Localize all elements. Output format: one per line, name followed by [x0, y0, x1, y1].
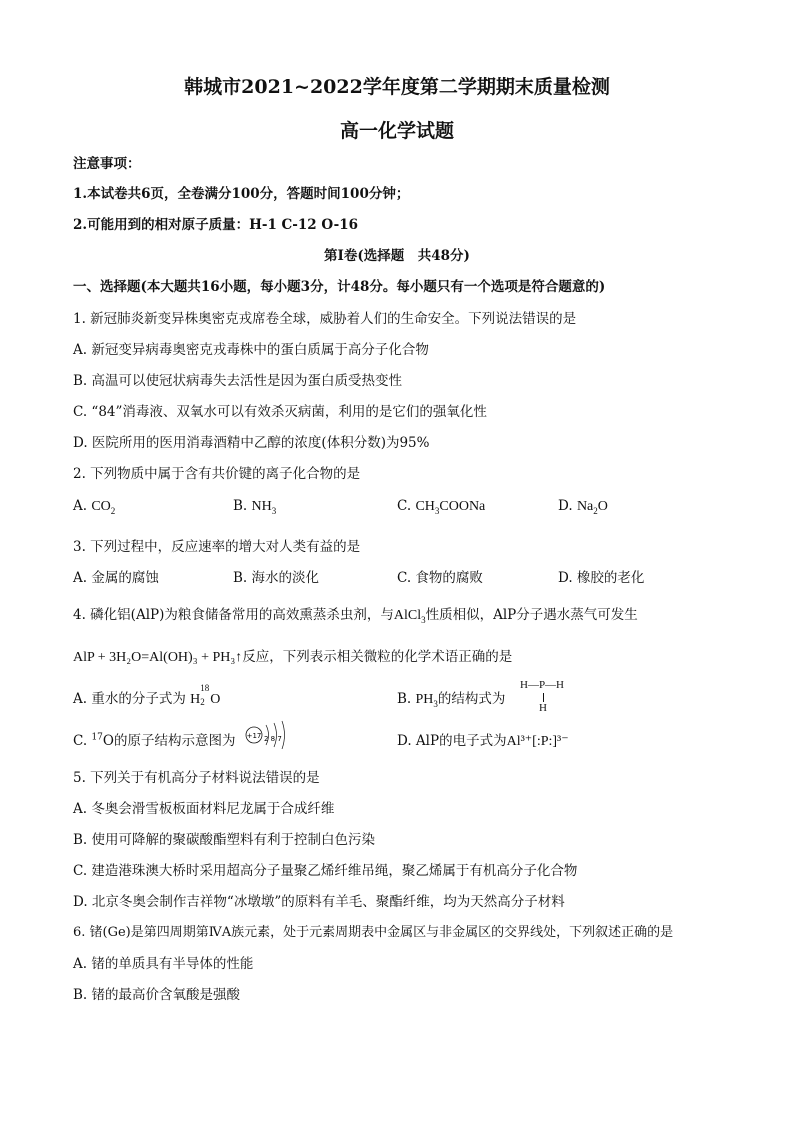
atom-structure-diagram	[244, 719, 294, 749]
q4-stem1-b: 性质相似，AlP分子遇水蒸气可发生	[425, 607, 638, 623]
q2-option-a	[73, 498, 115, 516]
q2-stem: 2. 下列物质中属于含有共价键的离子化合物的是	[73, 466, 361, 482]
q3-option-b: B. 海水的淡化	[233, 570, 320, 586]
q2-option-c	[397, 498, 485, 516]
q4-stem-line2	[73, 645, 512, 666]
q4-d-text: D. AlP的电子式为	[397, 733, 507, 749]
exam-title: 韩城市2021~2022学年度第二学期期末质量检测	[184, 76, 610, 98]
q1-option-a: A. 新冠变异病毒奥密克戎毒株中的蛋白质属于高分子化合物	[73, 342, 429, 358]
q2-b-label: B.	[233, 498, 248, 514]
q1-stem: 1. 新冠肺炎新变异株奥密克戎席卷全球，威胁着人们的生命安全。下列说法错误的是	[73, 311, 577, 327]
q4-a-sub: 2	[200, 697, 205, 707]
q4-c-text: O的原子结构示意图为	[102, 733, 236, 749]
q2-d-post: O	[597, 499, 608, 514]
q1-option-d: D. 医院所用的医用消毒酒精中乙醇的浓度(体积分数)为95%	[73, 435, 430, 451]
q5-option-d: D. 北京冬奥会制作吉祥物“冰墩墩”的原料有羊毛、聚酯纤维，均为天然高分子材料	[73, 894, 565, 910]
q2-d-sub: 2	[593, 505, 598, 516]
q1-option-c: C. “84”消毒液、双氧水可以有效杀灭病菌，利用的是它们的强氧化性	[73, 404, 487, 420]
q4-equation: AlP + 3H₂O=Al(OH)₃ + PH₃↑	[73, 650, 243, 665]
q4-option-b	[397, 687, 505, 709]
q4-stem2-rest: 反应，下列表示相关微粒的化学术语正确的是	[242, 649, 513, 665]
q2-a-label: A.	[73, 498, 88, 514]
q3-option-a: A. 金属的腐蚀	[73, 570, 159, 586]
q6-option-b: B. 锗的最高价含氧酸是强酸	[73, 987, 241, 1003]
exam-subtitle: 高一化学试题	[339, 120, 454, 142]
q4-d-formula: Al³⁺[:P:]³⁻	[506, 734, 569, 749]
q4-a-formula	[190, 683, 221, 707]
q2-b-formula	[252, 499, 277, 514]
q2-option-b	[233, 498, 276, 516]
q6-option-a: A. 锗的单质具有半导体的性能	[73, 956, 254, 972]
q4-stem-line1	[73, 603, 638, 625]
part-heading: 第Ⅰ卷(选择题 共48分)	[324, 248, 470, 264]
q5-option-c: C. 建造港珠澳大桥时采用超高分子量聚乙烯纤维吊绳，聚乙烯属于有机高分子化合物	[73, 863, 578, 879]
nucleus-charge: +17	[246, 732, 262, 740]
q4-a-h: H	[190, 692, 201, 707]
q4-alcl3	[394, 608, 426, 623]
q4-stem1-a: 4. 磷化铝(AlP)为粮食储备常用的高效熏蒸杀虫剂，与	[73, 607, 394, 623]
q4-b-formula-main: PH	[415, 692, 434, 707]
ph3-structure-row: H—P—H	[520, 679, 565, 691]
q4-c-sup: 17	[91, 732, 103, 743]
q4-b-label: B.	[397, 691, 412, 707]
q4-alcl3-sub: 3	[421, 614, 426, 625]
q5-option-b: B. 使用可降解的聚碳酸酯塑料有利于控制白色污染	[73, 832, 376, 848]
q5-stem: 5. 下列关于有机高分子材料说法错误的是	[73, 770, 320, 786]
q4-option-a	[73, 683, 221, 708]
q1-option-b: B. 高温可以使冠状病毒失去活性是因为蛋白质受热变性	[73, 373, 403, 389]
q4-alcl3-main: AlCl	[393, 608, 422, 623]
q2-a-formula	[91, 499, 115, 514]
q2-b-main: NH	[251, 499, 272, 514]
q4-b-rest: 的结构式为	[437, 691, 506, 707]
q4-option-d	[397, 729, 569, 750]
q2-c-label: C.	[397, 498, 412, 514]
notes-heading: 注意事项：	[73, 156, 141, 172]
q2-d-formula	[577, 499, 608, 514]
q4-b-formula	[416, 692, 438, 707]
q4-a-scripts	[200, 683, 210, 707]
q4-option-c	[73, 729, 235, 749]
q2-d-label: D.	[558, 498, 573, 514]
q2-c-pre: CH	[415, 499, 435, 514]
q2-c-formula	[415, 499, 485, 514]
q2-option-d	[558, 498, 608, 516]
q4-a-text: A. 重水的分子式为	[73, 691, 186, 707]
note-1: 1.本试卷共6页，全卷满分100分，答题时间100分钟；	[73, 186, 410, 202]
q5-option-a: A. 冬奥会滑雪板板面材料尼龙属于合成纤维	[73, 801, 335, 817]
ph3-vertical-bond	[543, 693, 544, 702]
note-2: 2.可能用到的相对原子质量：H-1 C-12 O-16	[73, 217, 359, 233]
shell-electrons: 2 8 7	[264, 735, 282, 743]
q2-c-post: COONa	[439, 499, 486, 514]
q2-d-pre: Na	[576, 499, 594, 514]
q3-option-c: C. 食物的腐败	[397, 570, 483, 586]
q4-a-o: O	[210, 692, 221, 707]
q2-a-sub: 2	[110, 505, 116, 516]
section-heading: 一、选择题(本大题共16小题，每小题3分，计48分。每小题只有一个选项是符合题意的)	[73, 279, 606, 295]
q2-b-sub: 3	[271, 505, 277, 516]
q4-c-label: C.	[73, 733, 88, 749]
q4-a-sup: 18	[200, 683, 210, 693]
q3-option-d: D. 橡胶的老化	[558, 570, 645, 586]
q2-c-sub: 3	[434, 505, 440, 516]
q6-stem: 6. 锗(Ge)是第四周期第ⅣA族元素，处于元素周期表中金属区与非金属区的交界线处，下列叙述正确的是	[73, 925, 674, 940]
q3-stem: 3. 下列过程中，反应速率的增大对人类有益的是	[73, 539, 361, 555]
ph3-structure-bottom: H	[539, 702, 547, 714]
q4-b-formula-sub: 3	[433, 698, 438, 709]
q2-a-main: CO	[91, 499, 111, 514]
shell-arc-3	[282, 721, 285, 749]
